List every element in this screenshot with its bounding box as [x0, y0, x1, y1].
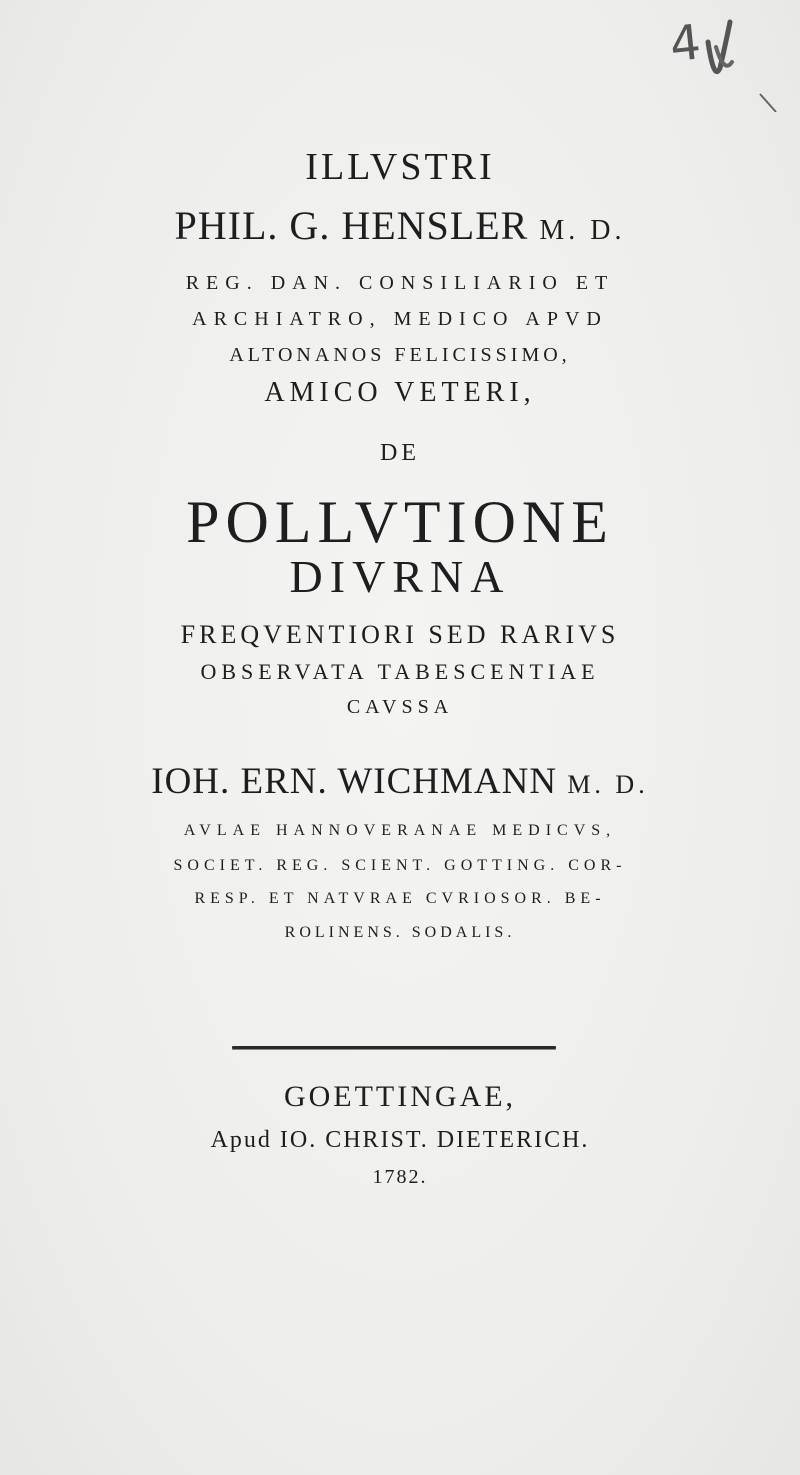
recipient-line-1: REG. DAN. CONSILIARIO ET — [185, 272, 615, 294]
recipient-degree: M. D. — [539, 215, 626, 246]
corner-mark: 4 — [667, 14, 700, 74]
subtitle-3: CAVSSA — [346, 696, 454, 718]
main-title-2: DIVRNA — [289, 551, 511, 602]
author-name-line — [0, 760, 800, 803]
de-line: DE — [380, 440, 420, 466]
author-line-1: AVLAE HANNOVERANAE MEDICVS, — [183, 822, 617, 839]
author-degree: M. D. — [567, 770, 649, 799]
subtitle-1: FREQVENTIORI SED RARIVS — [180, 620, 620, 649]
dedication: ILLVSTRI — [305, 146, 495, 188]
recipient-line-2: ARCHIATRO, MEDICO APVD — [192, 308, 608, 330]
divider-rule — [232, 1046, 556, 1049]
author-name: IOH. ERN. WICHMANN — [151, 761, 558, 802]
handwritten-shelfmark — [668, 2, 778, 112]
imprint-year: 1782. — [372, 1166, 428, 1188]
pen-stroke-icon — [668, 2, 778, 112]
author-line-4: ROLINENS. SODALIS. — [284, 924, 516, 941]
amico-line: AMICO VETERI, — [264, 377, 536, 408]
recipient-name: PHIL. G. HENSLER — [174, 203, 529, 248]
main-title-1: POLLVTIONE — [186, 489, 614, 555]
imprint-place: GOETTINGAE, — [283, 1080, 517, 1113]
author-line-3: RESP. ET NATVRAE CVRIOSOR. BE- — [194, 890, 606, 907]
author-line-2: SOCIET. REG. SCIENT. GOTTING. COR- — [173, 857, 627, 874]
recipient-name-line — [0, 202, 800, 249]
subtitle-2: OBSERVATA TABESCENTIAE — [200, 659, 600, 684]
recipient-line-3: ALTONANOS FELICISSIMO, — [229, 344, 571, 366]
imprint-printer: Apud IO. CHRIST. DIETERICH. — [210, 1127, 590, 1153]
